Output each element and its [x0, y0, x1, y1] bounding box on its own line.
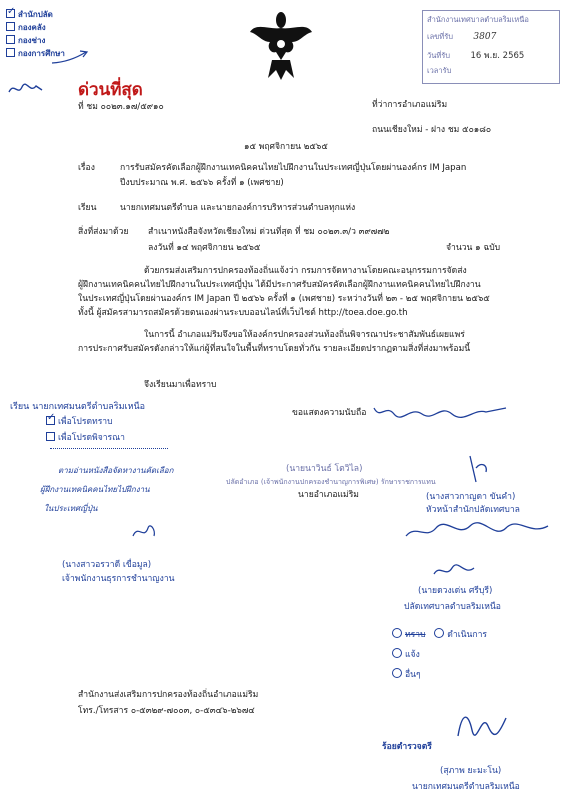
enclosure-line-2: ลงวันที่ ๑๔ พฤศจิกายน ๒๕๖๕ — [148, 243, 261, 253]
signer-name: (นายนาวินธ์ โตวิไล) — [286, 464, 363, 474]
document-date: ๑๕ พฤศจิกายน ๒๕๖๕ — [244, 142, 328, 152]
mayor-title: นายกเทศมนตรีตำบลริมเหนือ — [412, 782, 520, 792]
mayor-order-1-radio — [392, 628, 402, 638]
footer-office: สำนักงานส่งเสริมการปกครองท้องถิ่นอำเภอแม่ริม — [78, 690, 259, 700]
mayor-signature-icon — [452, 706, 512, 742]
memo-option-2: เพื่อโปรดพิจารณา — [46, 432, 125, 444]
handwritten-arrow-icon — [50, 48, 90, 66]
mayor-order-2: แจ้ง — [392, 648, 420, 661]
mayor-name: (สุภาพ ยะมะโน) — [440, 766, 502, 776]
body-paragraph-1: ด้วยกรมส่งเสริมการปกครองท้องถิ่นแจ้งว่า กรมการจัดหางานโดยคณะอนุกรรมการจัดส่ง ผู้ฝึกงานเทคนิคคนไทยไปฝึกงานในประเทศญี่ปุ่น ได้มีประกาศรับสมัครคัดเลือกผู้ฝึกงานเทคนิคคนไทยไปฝึกงาน ในประเทศญี่ปุ่นโดยผ่านองค์กร IM Japan ปี ๒๕๖๖ ครั้งที่ ๑ (เพศชาย) ระหว่างวันที่ ๒๓ - ๒๕ พฤศจิกายน ๒๕๖๕ ทั้งนี้ ผู้สมัครสามารถสมัครด้วยตนเองผ่านระบบออนไลน์ที่เว็บไซต์ http://toea.doe.go.th — [78, 266, 490, 318]
clerk-title: เจ้าพนักงานธุรการชำนาญงาน — [62, 574, 175, 584]
memo-checkbox-2 — [46, 432, 55, 441]
clerk-name: (นางสาวอรวาดี เขื่อมูล) — [62, 560, 152, 570]
subject-line-2: ปีงบประมาณ พ.ศ. ๒๕๖๖ ครั้งที่ ๑ (เพศชาย) — [120, 178, 284, 188]
enclosure-line-1: สำเนาหนังสือจังหวัดเชียงใหม่ ด่วนที่สุด ที่ ชม ๐๐๒๓.๓/ว ๓๙๗๗๒ — [148, 227, 390, 237]
signer-title-1: ปลัดอำเภอ (เจ้าพนักงานปกครองชำนาญการพิเศษ) รักษาราชการแทน — [226, 478, 436, 486]
receipt-stamp — [422, 10, 560, 84]
reviewer1-signature-icon — [462, 452, 492, 486]
stamp-date-value: 16 พ.ย. 2565 — [470, 51, 525, 61]
checkbox-palad: ✓ — [7, 6, 16, 17]
routing-item-palad: ✓ สำนักปลัด — [7, 6, 53, 19]
memo-note-line-3: ในประเทศญี่ปุ่น — [44, 504, 98, 513]
memo-checkbox-1: ✓ — [47, 412, 56, 423]
body-paragraph-2: ในการนี้ อำเภอแม่ริมจึงขอให้องค์กรปกครองส่วนท้องถิ่นพิจารณาประชาสัมพันธ์เผยแพร่ การประกาศรับสมัครดังกล่าวให้แก่ผู้ที่สนใจในพื้นที่ทราบโดยทั่วกัน รายละเอียดปรากฏตามสิ่งที่ส่งมาพร้อมนี้ — [78, 330, 471, 354]
mayor-order-1b-radio — [434, 628, 444, 638]
routing-item-education: กองการศึกษา — [6, 47, 65, 60]
memo-option-1: ✓ เพื่อโปรดทราบ — [47, 412, 113, 427]
urgency-stamp: ด่วนที่สุด — [78, 80, 143, 100]
body-paragraph-3: จึงเรียนมาเพื่อทราบ — [144, 380, 217, 390]
issuer-address: ถนนเชียงใหม่ - ฝาง ชม ๕๐๑๘๐ — [372, 125, 492, 135]
stamp-office: สำนักงานเทศบาลตำบลริมเหนือ — [427, 15, 529, 24]
signer-title-2: นายอำเภอแม่ริม — [298, 490, 359, 500]
memo-note-line-1: ตามอ่านหนังสือจัดหางานคัดเลือก — [58, 466, 174, 475]
official-signature-icon — [370, 400, 510, 426]
recipient-label: เรียน — [78, 203, 97, 213]
memo-note-line-2: ผู้ฝึกงานเทคนิคคนไทยไปฝึกงาน — [40, 485, 150, 494]
enclosure-count: จำนวน ๑ ฉบับ — [446, 243, 501, 253]
mayor-order-3-radio — [392, 668, 402, 678]
footer-phone: โทร./โทรสาร ๐-๕๓๒๙-๗๐๐๓, ๐-๕๓๔๖-๒๖๗๔ — [78, 706, 255, 716]
routing-item-engineering: กองช่าง — [6, 34, 65, 47]
handwritten-initial-icon — [6, 78, 46, 100]
reviewer1-title: หัวหน้าสำนักปลัดเทศบาล — [426, 505, 520, 515]
stamp-number-value: 3807 — [473, 32, 497, 42]
clerk-signature-icon — [130, 520, 160, 542]
reviewer2-title: ปลัดเทศบาลตำบลริมเหนือ — [404, 602, 501, 612]
reviewer2-note-icon — [402, 518, 552, 544]
reviewer2-signature-icon — [430, 560, 480, 582]
mayor-order-2-radio — [392, 648, 402, 658]
checkbox-engineering — [6, 35, 15, 44]
subject-label: เรื่อง — [78, 163, 95, 173]
stamp-number-label: เลขที่รับ — [427, 32, 454, 41]
stamp-date-label: วันที่รับ — [427, 51, 451, 60]
routing-item-finance: กองคลัง — [6, 21, 65, 34]
mayor-order-1: ทราบ ดำเนินการ — [392, 628, 487, 641]
reviewer2-name: (นายดวงเด่น ศรีบุรี) — [418, 586, 493, 596]
checkbox-finance — [6, 22, 15, 31]
reviewer1-name: (นางสาวกาญดา ขันคำ) — [426, 492, 516, 502]
issuer-office: ที่ว่าการอำเภอแม่ริม — [372, 100, 448, 110]
stamp-time-label: เวลารับ — [427, 66, 452, 75]
mayor-order-3: อื่นๆ — [392, 668, 421, 681]
mayor-remark: ร้อยตำรวจตรี — [382, 742, 432, 752]
closing-regards: ขอแสดงความนับถือ — [292, 408, 367, 418]
subject-line-1: การรับสมัครคัดเลือกผู้ฝึกงานเทคนิคคนไทยไปฝึกงานในประเทศญี่ปุ่นโดยผ่านองค์กร IM Japan — [120, 163, 467, 173]
memo-recipient: เรียน นายกเทศมนตรีตำบลริมเหนือ — [10, 402, 146, 412]
memo-dotted-line-1 — [50, 448, 168, 449]
enclosure-label: สิ่งที่ส่งมาด้วย — [78, 227, 129, 237]
document-number: ที่ ชม ๐๐๒๓.๑๗/๕๙๑๐ — [78, 102, 164, 112]
checkbox-education — [6, 48, 15, 57]
garuda-emblem-icon — [248, 8, 314, 82]
recipient-text: นายกเทศมนตรีตำบล และนายกองค์การบริหารส่วนตำบลทุกแห่ง — [120, 203, 356, 213]
